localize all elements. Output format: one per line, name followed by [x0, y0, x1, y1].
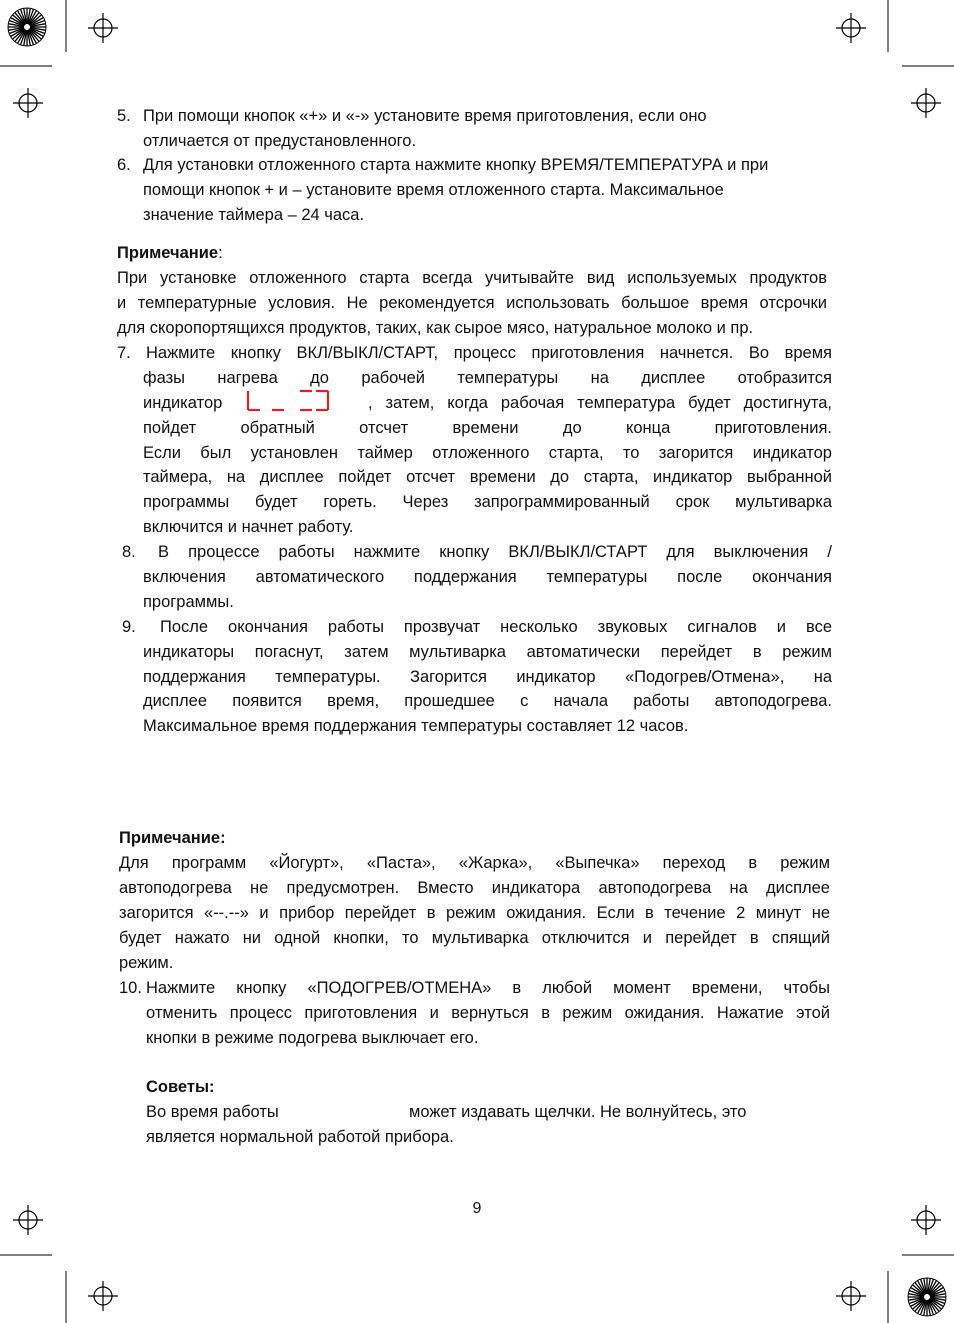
- note1-line2: и температурные условия. Не рекомендуется использовать большое время отсрочки: [117, 294, 827, 312]
- tips-line1-post: может издавать щелчки. Не волнуйтесь, это: [409, 1103, 747, 1121]
- item6-line2: помощи кнопок + и – установите время отложенного старта. Максимальное: [143, 181, 724, 199]
- list-number: 6.: [117, 156, 131, 174]
- tips-line1-pre: Во время работы: [146, 1103, 279, 1121]
- item9-line2: индикаторы погаснут, затем мультиварка автоматически перейдет в режим: [143, 643, 832, 661]
- item7-line5: Если был установлен таймер отложенного старта, то загорится индикатор: [143, 444, 832, 462]
- item8-line1: В процессе работы нажмите кнопку ВКЛ/ВЫКЛ/СТАРТ для выключения /: [158, 543, 832, 561]
- tips-title: Советы:: [146, 1078, 215, 1096]
- note2-line4: будет нажато ни одной кнопки, то мультиварка отключится и перейдет в спящий: [119, 929, 830, 947]
- item7-line6: таймера, на дисплее пойдет отсчет времени до старта, индикатор выбранной: [143, 468, 832, 486]
- item7-line1: Нажмите кнопку ВКЛ/ВЫКЛ/СТАРТ, процесс приготовления начнется. Во время: [146, 344, 832, 362]
- note1-heading: [117, 243, 223, 263]
- item7-indicator-post: , затем, когда рабочая температура будет достигнута,: [368, 394, 832, 412]
- note2-line1: Для программ «Йогурт», «Паста», «Жарка», «Выпечка» переход в режим: [119, 854, 830, 872]
- item9-line5: Максимальное время поддержания температуры составляет 12 часов.: [143, 717, 689, 735]
- item9-line1: После окончания работы прозвучат несколько звуковых сигналов и все: [160, 618, 832, 636]
- list-number: 8.: [122, 543, 136, 561]
- list-number: 5.: [117, 107, 131, 125]
- list-number: 10.: [119, 979, 142, 997]
- item6-line3: значение таймера – 24 часа.: [143, 206, 365, 224]
- item10-line3: кнопки в режиме подогрева выключает его.: [146, 1029, 479, 1047]
- item7-indicator-pre: индикатор: [143, 394, 223, 412]
- item7-line2: фазы нагрева до рабочей температуры на дисплее отобразится: [143, 369, 832, 387]
- item10-line1: Нажмите кнопку «ПОДОГРЕВ/ОТМЕНА» в любой момент времени, чтобы: [146, 979, 830, 997]
- note2-title: Примечание:: [119, 829, 226, 847]
- note2-line3: загорится «--.--» и прибор перейдет в режим ожидания. Если в течение 2 минут не: [119, 904, 830, 922]
- item5-line2: отличается от предустановленного.: [143, 132, 417, 150]
- item5-line1: При помощи кнопок «+» и «-» установите время приготовления, если оно: [143, 107, 707, 125]
- item6-line1: Для установки отложенного старта нажмите кнопку ВРЕМЯ/ТЕМПЕРАТУРА и при: [143, 156, 769, 174]
- item8-line3: программы.: [143, 593, 234, 611]
- item10-line2: отменить процесс приготовления и вернуться в режим ожидания. Нажатие этой: [146, 1004, 830, 1022]
- note1-line1: При установке отложенного старта всегда учитывайте вид используемых продуктов: [117, 269, 827, 287]
- page-number: 9: [472, 1200, 482, 1217]
- item8-line2: включения автоматического поддержания температуры после окончания: [143, 568, 832, 586]
- note1-title: Примечание: [117, 244, 219, 262]
- list-number: 9.: [122, 618, 136, 636]
- item7-line4: пойдет обратный отсчет времени до конца приготовления.: [143, 419, 832, 437]
- note2-line2: автоподогрева не предусмотрен. Вместо индикатора автоподогрева на дисплее: [119, 879, 830, 897]
- note1-colon: :: [218, 244, 223, 262]
- list-number: 7.: [117, 344, 131, 362]
- item9-line4: дисплее появится время, прошедшее с начала работы автоподогрева.: [143, 692, 832, 710]
- item7-line7: программы будет гореть. Через запрограммированный срок мультиварка: [143, 493, 832, 511]
- heating-indicator-icon: [240, 388, 332, 414]
- note1-line3: для скоропортящихся продуктов, таких, как сырое мясо, натуральное молоко и пр.: [117, 319, 754, 337]
- tips-line2: является нормальной работой прибора.: [146, 1128, 454, 1146]
- item7-line8: включится и начнет работу.: [143, 518, 354, 536]
- note2-line5: режим.: [119, 954, 174, 972]
- item9-line3: поддержания температуры. Загорится индикатор «Подогрев/Отмена», на: [143, 668, 832, 686]
